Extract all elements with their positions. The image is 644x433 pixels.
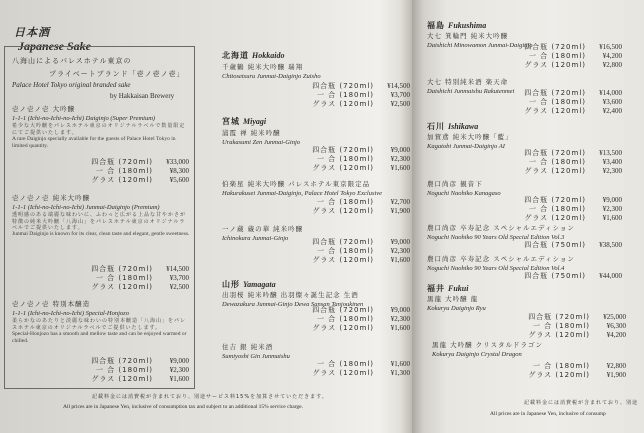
bottle-size: 四合瓶 (720ml) [312, 306, 374, 314]
price-row [512, 107, 622, 116]
price: ¥44,000 [599, 272, 622, 280]
region-name-jp: 福井 [427, 284, 445, 293]
price-list [512, 196, 622, 223]
price-row [512, 167, 622, 176]
sake-description-jp: 希少な大吟醸をパレスホテル東京のオリジナルラベルで数量限定にてご提供いたします。 [12, 123, 186, 136]
footer-note-en: All prices are in Japanese Yen, inclusive of consumption tax and subject to an additional 15% service charge. [63, 404, 303, 410]
bottle-size: グラス (120ml) [312, 256, 374, 264]
price: ¥3,400 [602, 158, 622, 166]
price: ¥2,300 [390, 247, 410, 255]
price: ¥4,200 [606, 331, 626, 339]
bottle-size: 一 合 (180ml) [316, 198, 374, 206]
sake-name-jp: 伯楽星 純米大吟醸 パレスホテル東京限定品 [222, 180, 371, 188]
price: ¥8,300 [169, 167, 189, 175]
region-name-en: Miyagi [243, 117, 267, 126]
sake-name-jp: 壱ノ壱ノ壱 大吟醸 [12, 105, 76, 113]
price: ¥14,500 [387, 82, 410, 90]
price: ¥14,000 [599, 89, 622, 97]
price: ¥2,400 [602, 107, 622, 115]
price-row [516, 322, 626, 331]
region-name-en: Ishikawa [448, 122, 479, 131]
price-row [300, 247, 410, 256]
footer-note-jp: 記載料金には消費税が含まれており、別途 [524, 400, 639, 406]
price-row [300, 146, 410, 155]
region-heading-fukushima [427, 20, 486, 31]
sake-name-jp: 農口尚彦 卒寿記念 スペシャルエディション [427, 224, 575, 232]
price-row [512, 61, 622, 70]
sake-name-en: 1-1-1 (Ichi-no-Ichi-no-Ichi) Special-Honjozo [12, 310, 129, 318]
sake-name-jp: 住吉 銀 純米酒 [222, 343, 274, 351]
sake-item [427, 295, 486, 313]
price-row [300, 360, 410, 369]
price-row [85, 265, 189, 274]
bottle-size: 一 合 (180ml) [316, 315, 374, 323]
price-row [512, 158, 622, 167]
bottle-size: 一 合 (180ml) [532, 322, 590, 330]
bottle-size: 四合瓶 (720ml) [312, 146, 374, 154]
bottle-size: 一 合 (180ml) [528, 158, 586, 166]
price-row [512, 241, 622, 250]
bottle-size: 四合瓶 (750ml) [524, 241, 586, 249]
sake-description-jp: 柔らかなのあたりと淡麗な味わいの特別本醸造「八海山」をパレスホテル東京のオリジナルラベルでご提供いたします。 [12, 318, 187, 331]
price-row [300, 324, 410, 333]
price: ¥2,700 [390, 198, 410, 206]
price-list [300, 238, 410, 265]
sake-name-en: Noguchi Naohiko Kanagaso [427, 190, 501, 198]
price-row [516, 313, 626, 322]
sake-item [427, 255, 575, 273]
price-list [300, 360, 410, 378]
sake-description-en: Junmai Daiginjo is known for its clear, clean taste and elegant, gentle sweetness. [12, 231, 190, 237]
region-name-jp: 山形 [222, 280, 240, 289]
price: ¥9,000 [390, 146, 410, 154]
region-name-jp: 福島 [427, 21, 445, 30]
price-list [85, 357, 189, 384]
price-row [512, 196, 622, 205]
price-row [512, 98, 622, 107]
bottle-size: グラス (120ml) [528, 331, 590, 339]
featured-intro-en-2: by Hakkaisan Brewery [110, 92, 175, 100]
price-list [300, 82, 410, 109]
bottle-size: グラス (120ml) [528, 371, 590, 379]
bottle-size: グラス (120ml) [91, 176, 153, 184]
price-list [512, 149, 622, 176]
sake-name-jp: 農口尚彦 観音下 [427, 180, 483, 188]
bottle-size: グラス (120ml) [312, 207, 374, 215]
price-row [300, 369, 410, 378]
featured-private-brand-box [4, 46, 195, 389]
price-row [516, 362, 626, 371]
sake-name-jp: 黒龍 大吟醸 クリスタルドラゴン [432, 341, 544, 349]
region-heading-hokkaido [222, 50, 284, 61]
price-row [512, 43, 622, 52]
region-name-jp: 石川 [427, 122, 445, 131]
price: ¥16,500 [599, 43, 622, 51]
price: ¥5,600 [169, 176, 189, 184]
region-name-en: Yamagata [243, 280, 276, 289]
price: ¥4,200 [602, 52, 622, 60]
sake-name-jp: 大七 箕輪門 純米大吟醸 [427, 32, 509, 40]
sake-description-en: Special-Honjozo has a smooth and mellow taste and can be enjoyed warmed or chilled. [12, 330, 187, 344]
bottle-size: 一 合 (180ml) [532, 362, 590, 370]
price: ¥2,300 [169, 366, 189, 374]
footer-note-en: All prices are in Japanese Yen, inclusive of consump [490, 411, 606, 417]
sake-name-en: Chitosetsuru Junmai-Daiginjo Zuisho [222, 73, 321, 81]
bottle-size: グラス (120ml) [312, 100, 374, 108]
sake-name-en: Daishichi Junmaishu Rakutenmei [427, 88, 515, 96]
bottle-size: グラス (120ml) [312, 369, 374, 377]
price-list [85, 158, 189, 185]
region-name-en: Fukui [448, 284, 469, 293]
sake-item [12, 300, 190, 345]
price: ¥9,000 [390, 238, 410, 246]
price: ¥2,800 [602, 61, 622, 69]
price: ¥3,700 [169, 274, 189, 282]
price-row [85, 176, 189, 185]
bottle-size: 四合瓶 (750ml) [524, 272, 586, 280]
sake-item [427, 133, 513, 151]
price-list [512, 89, 622, 116]
region-heading-miyagi [222, 116, 266, 127]
price-row [300, 155, 410, 164]
price: ¥9,000 [169, 357, 189, 365]
price: ¥2,500 [169, 283, 189, 291]
price: ¥3,700 [390, 91, 410, 99]
price: ¥13,500 [599, 149, 622, 157]
bottle-size: 四合瓶 (720ml) [528, 313, 590, 321]
sake-item [222, 63, 321, 81]
price-list [512, 241, 622, 250]
sake-name-en: Noguchi Naohiko 90 Years Old Special Edition Vol.3 [427, 234, 565, 242]
price-row [300, 82, 410, 91]
region-name-jp: 北海道 [222, 51, 249, 60]
bottle-size: グラス (120ml) [312, 164, 374, 172]
price: ¥1,900 [606, 371, 626, 379]
sake-name-en: Urakasumi Zen Junmai-Ginjo [222, 139, 300, 147]
price: ¥25,000 [603, 313, 626, 321]
price: ¥1,600 [390, 360, 410, 368]
bottle-size: 四合瓶 (720ml) [91, 158, 153, 166]
sake-item [222, 180, 382, 198]
price-row [85, 366, 189, 375]
sake-name-en: Kokuryu Daiginjo Crystal Dragon [432, 351, 522, 359]
bottle-size: 一 合 (180ml) [316, 247, 374, 255]
price: ¥1,600 [390, 164, 410, 172]
featured-intro-jp-1: 八海山によるパレスホテル東京の [12, 57, 132, 65]
price: ¥33,000 [166, 158, 189, 166]
sake-name-jp: 加賀鳶 純米大吟醸「藍」 [427, 133, 513, 141]
bottle-size: 四合瓶 (720ml) [524, 149, 586, 157]
sake-item [222, 343, 290, 361]
sake-name-jp: 壱ノ壱ノ壱 純米大吟醸 [12, 194, 91, 202]
bottle-size: 四合瓶 (720ml) [312, 238, 374, 246]
sake-item [427, 78, 514, 96]
sake-name-en: Ichinokura Junmai-Ginjo [222, 235, 289, 243]
price: ¥3,600 [602, 98, 622, 106]
region-heading-ishikawa [427, 121, 478, 132]
price-row [300, 198, 410, 207]
price: ¥1,600 [602, 214, 622, 222]
price-list [516, 313, 626, 340]
price-row [512, 272, 622, 281]
price-list [516, 362, 626, 380]
bottle-size: 四合瓶 (720ml) [91, 265, 153, 273]
bottle-size: グラス (120ml) [312, 324, 374, 332]
price-row [512, 205, 622, 214]
menu-title-jp: 日本酒 [14, 26, 50, 39]
price-row [300, 164, 410, 173]
sake-item [427, 180, 501, 198]
bottle-size: 四合瓶 (720ml) [524, 196, 586, 204]
price-row [516, 371, 626, 380]
sake-name-jp: 千歳鶴 純米大吟醸 瑞翔 [222, 63, 304, 71]
featured-intro-en-1: Palace Hotel Tokyo original branded sake [12, 81, 131, 89]
region-name-en: Hokkaido [252, 51, 285, 60]
price: ¥14,500 [166, 265, 189, 273]
price: ¥2,300 [602, 167, 622, 175]
sake-name-en: Daishichi Minowamon Junmai-Daiginjo [427, 42, 533, 50]
price-row [85, 274, 189, 283]
bottle-size: 一 合 (180ml) [528, 98, 586, 106]
price-list [300, 198, 410, 216]
sake-name-en: Sumiyoshi Gin Junmaishu [222, 353, 290, 361]
price-list [300, 146, 410, 173]
bottle-size: 一 合 (180ml) [316, 155, 374, 163]
sake-name-en: Hakurakusei Junmai-Daiginjo, Palace Hotel Tokyo Exclusive [222, 190, 383, 198]
price: ¥38,500 [599, 241, 622, 249]
bottle-size: 四合瓶 (720ml) [524, 89, 586, 97]
price-list [512, 272, 622, 281]
price-list [85, 265, 189, 292]
bottle-size: 一 合 (180ml) [95, 167, 153, 175]
price-row [300, 238, 410, 247]
sake-description-en: A rare Daiginjo specially available for the guests of Palace Hotel Tokyo in limited quantity. [12, 135, 176, 149]
price-row [512, 214, 622, 223]
price-list [512, 43, 622, 70]
sake-name-en: 1-1-1 (Ichi-no-Ichi-no-Ichi) Junmai-Daiginjo (Premium) [12, 204, 160, 212]
bottle-size: 四合瓶 (720ml) [91, 357, 153, 365]
sake-item [432, 341, 543, 359]
price-row [512, 52, 622, 61]
bottle-size: グラス (120ml) [524, 167, 586, 175]
price-row [300, 207, 410, 216]
sake-item [12, 105, 190, 150]
bottle-size: 一 合 (180ml) [316, 360, 374, 368]
bottle-size: グラス (120ml) [524, 61, 586, 69]
price-row [85, 283, 189, 292]
price-row [300, 100, 410, 109]
featured-intro-jp-2: プライベートブランド「壱ノ壱ノ壱」 [49, 70, 185, 78]
price-row [85, 375, 189, 384]
bottle-size: グラス (120ml) [524, 107, 586, 115]
sake-name-en: Kagatobi Junmai-Daiginjo AI [427, 143, 505, 151]
price: ¥1,900 [390, 207, 410, 215]
price-row [85, 158, 189, 167]
bottle-size: 四合瓶 (720ml) [312, 82, 374, 90]
region-name-jp: 宮城 [222, 117, 240, 126]
price-row [85, 167, 189, 176]
price-row [300, 315, 410, 324]
price: ¥1,600 [390, 324, 410, 332]
bottle-size: グラス (120ml) [91, 375, 153, 383]
price: ¥2,300 [390, 155, 410, 163]
price: ¥2,500 [390, 100, 410, 108]
price: ¥9,000 [602, 196, 622, 204]
price: ¥1,600 [169, 375, 189, 383]
sake-name-en: 1-1-1 (Ichi-no-Ichi-no-Ichi) Daiginjo (Super Premium) [12, 115, 156, 123]
bottle-size: 一 合 (180ml) [95, 274, 153, 282]
price-row [300, 256, 410, 265]
sake-name-jp: 浦霞 禅 純米吟醸 [222, 129, 281, 137]
price: ¥9,000 [390, 306, 410, 314]
bottle-size: 四合瓶 (720ml) [524, 43, 586, 51]
sake-item [222, 225, 303, 243]
price-list [300, 306, 410, 333]
price-row [300, 306, 410, 315]
bottle-size: グラス (120ml) [524, 214, 586, 222]
region-name-en: Fukushima [448, 21, 487, 30]
price: ¥1,600 [390, 256, 410, 264]
bottle-size: 一 合 (180ml) [528, 52, 586, 60]
sake-item [222, 129, 300, 147]
sake-name-jp: 黒龍 大吟醸 龍 [427, 295, 479, 303]
sake-name-jp: 出羽桜 純米吟醸 出羽燦々誕生記念 生酒 [222, 291, 359, 299]
price: ¥2,300 [602, 205, 622, 213]
price-row [300, 91, 410, 100]
region-heading-yamagata [222, 279, 276, 290]
price-row [85, 357, 189, 366]
price: ¥2,800 [606, 362, 626, 370]
price-row [512, 89, 622, 98]
sake-name-en: Dewazakura Junmai-Ginjo Dewa Sansan Tanjoukinen [222, 301, 364, 309]
price: ¥6,300 [606, 322, 626, 330]
sake-name-jp: 農口尚彦 卒寿記念 スペシャルエディション [427, 255, 575, 263]
menu-title-en: Japanese Sake [18, 39, 91, 53]
sake-name-en: Noguchi Naohiko 90 Years Old Special Edition Vol.4 [427, 265, 565, 273]
bottle-size: グラス (120ml) [91, 283, 153, 291]
sake-item [12, 194, 190, 238]
sake-name-jp: 一ノ蔵 蔵の華 純米吟醸 [222, 225, 304, 233]
bottle-size: 一 合 (180ml) [316, 91, 374, 99]
sake-name-jp: 壱ノ壱ノ壱 特別本醸造 [12, 300, 91, 308]
sake-item [427, 224, 575, 242]
price-row [512, 149, 622, 158]
price: ¥2,300 [390, 315, 410, 323]
bottle-size: 一 合 (180ml) [528, 205, 586, 213]
price: ¥1,300 [390, 369, 410, 377]
sake-name-en: Kokuryu Daiginjo Ryu [427, 305, 486, 313]
sake-name-jp: 大七 特別純米酒 楽天命 [427, 78, 509, 86]
region-heading-fukui [427, 283, 468, 294]
price-row [516, 331, 626, 340]
sake-description-jp: 透明感のある端麗な味わいに、ふわっと広がる上品な甘やかさが特徴の純米大吟醸「八海山」をパレスホテル東京のオリジナルラベルでご提供いたします。 [12, 212, 186, 231]
bottle-size: 一 合 (180ml) [95, 366, 153, 374]
footer-note-jp: 記載料金には消費税が含まれており、別途サービス料15%を加算させていただきます。 [92, 394, 328, 400]
